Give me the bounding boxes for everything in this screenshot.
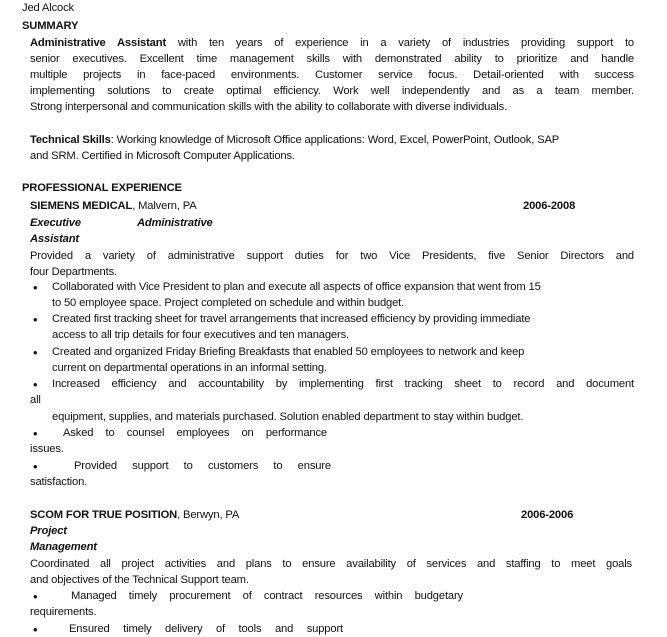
bullet-text: Collaborated with Vice President to plan and execute all aspects of office expansion that went from 15 bbox=[52, 281, 541, 293]
job-title: Assistant bbox=[30, 233, 80, 245]
bullet-text: Provided support to customers to ensure bbox=[74, 460, 331, 472]
summary-line: multiple projects in face-paced environments. Customer service focus. Detail-oriented with success bbox=[30, 69, 634, 81]
summary-lead: Administrative Assistant bbox=[30, 37, 167, 49]
job-dates: 2006-2008 bbox=[523, 200, 576, 212]
summary-line: implementing solutions to create optimal efficiency. Work well independently and as a team member. bbox=[30, 85, 634, 97]
summary-line: Strong interpersonal and communication skills with the ability to collaborate with diverse individuals. bbox=[30, 101, 508, 113]
bullet-icon bbox=[33, 382, 39, 388]
bullet-icon bbox=[33, 350, 39, 356]
bullet-text: issues. bbox=[30, 443, 64, 455]
company-location: , Berwyn, PA bbox=[177, 509, 240, 521]
bullet-text: Increased efficiency and accountability by implementing first tracking sheet to record and document bbox=[52, 378, 634, 390]
skills-text: : Working knowledge of Microsoft Office applications: Word, Excel, PowerPoint, Outlook, SAP bbox=[110, 134, 560, 146]
bullet-text: Managed timely procurement of contract resources within budgetary bbox=[71, 590, 463, 602]
bullet-icon bbox=[33, 627, 39, 633]
bullet-text: access to all trip details for four executives and ten managers. bbox=[52, 329, 349, 341]
summary-text: with ten years of experience in a variety of industries providing support to bbox=[177, 37, 634, 49]
bullet-icon bbox=[33, 431, 39, 437]
bullet-text: requirements. bbox=[30, 606, 97, 618]
job-description: Coordinated all project activities and plans to ensure availability of services and staffing to meet goals bbox=[30, 558, 632, 570]
summary-line: senior executives. Excellent time management skills with demonstrated ability to prioritize and handle bbox=[30, 53, 634, 65]
job-title: Management bbox=[30, 541, 97, 553]
company-location: , Malvern, PA bbox=[132, 200, 197, 212]
bullet-icon bbox=[33, 464, 39, 470]
bullet-text: current on departmental operations in an informal setting. bbox=[52, 362, 327, 374]
bullet-icon bbox=[33, 594, 39, 600]
company-name: SIEMENS MEDICAL bbox=[30, 200, 133, 212]
skills-text: and SRM. Certified in Microsoft Computer Applications. bbox=[30, 150, 295, 162]
bullet-text: all bbox=[30, 394, 41, 406]
job-title: Project bbox=[30, 525, 67, 537]
candidate-name: Jed Alcock bbox=[22, 2, 74, 14]
bullet-text: Created and organized Friday Briefing Breakfasts that enabled 50 employees to network and keep bbox=[52, 346, 525, 358]
bullet-text: Ensured timely delivery of tools and support bbox=[69, 623, 343, 635]
job-description: four Departments. bbox=[30, 266, 117, 278]
bullet-text: equipment, supplies, and materials purchased. Solution enabled department to stay within budget. bbox=[52, 411, 524, 423]
experience-heading: PROFESSIONAL EXPERIENCE bbox=[22, 182, 182, 194]
job-title: Administrative bbox=[137, 217, 213, 229]
skills-label: Technical Skills bbox=[30, 134, 111, 146]
company-name: SCOM FOR TRUE POSITION bbox=[30, 509, 178, 521]
bullet-text: Created first tracking sheet for travel arrangements that increased efficiency by providing immediate bbox=[52, 313, 531, 325]
job-description: Provided a variety of administrative support duties for two Vice Presidents, five Senior Directors and bbox=[30, 250, 634, 262]
bullet-icon bbox=[33, 285, 39, 291]
summary-heading: SUMMARY bbox=[22, 20, 79, 32]
bullet-text: satisfaction. bbox=[30, 476, 88, 488]
bullet-text: to 50 employee space. Project completed on schedule and within budget. bbox=[52, 297, 405, 309]
summary-line bbox=[30, 35, 634, 51]
bullet-icon bbox=[33, 317, 39, 323]
job-dates: 2006-2006 bbox=[521, 509, 574, 521]
bullet-text: Asked to counsel employees on performance bbox=[63, 427, 327, 439]
job-description: and objectives of the Technical Support team. bbox=[30, 574, 249, 586]
job-title: Executive bbox=[30, 217, 81, 229]
